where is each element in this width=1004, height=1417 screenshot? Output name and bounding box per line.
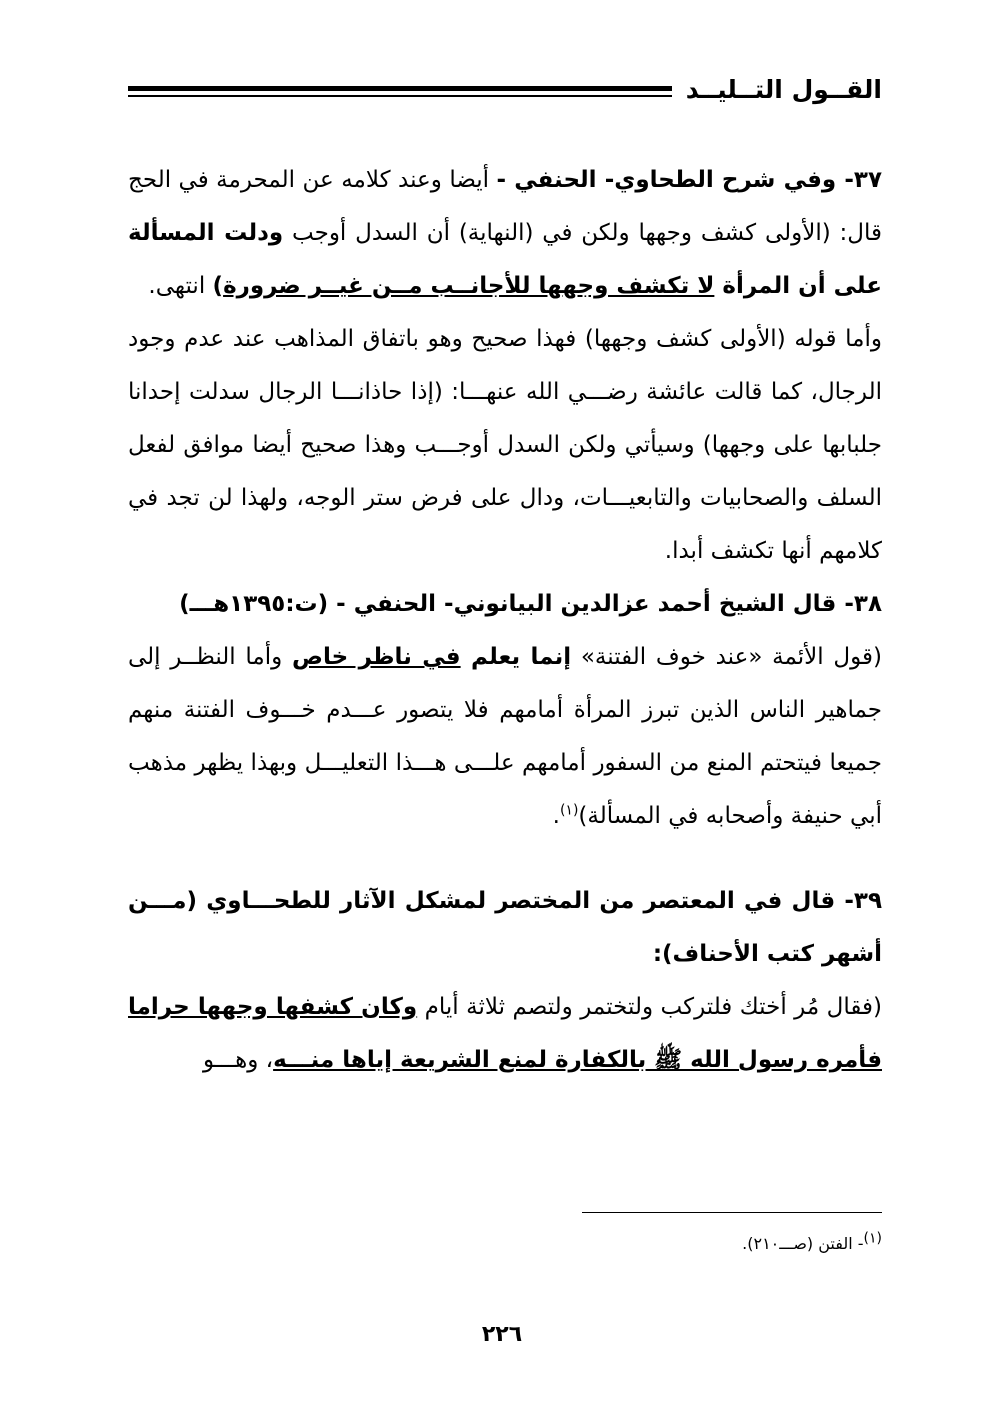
- paragraph-38-text-2: وأما النظــر إلى جماهير الناس الذين تبرز المرأة أمامهم فلا يتصور عـــدم خـــوف الفتنة منهم جميعا فيتحتم المنع من السفور أمامهم علـــى هـــذا التعليـــل وبهذا يظهر مذهب أبي حنيفة وأصحابه في المسألة): [128, 644, 882, 829]
- paragraph-38-bold: إنما يعلم: [460, 644, 572, 670]
- paragraph-37-text: أيضا وعند كلامه عن المحرمة في الحج قال: (الأولى كشف وجهها ولكن في (النهاية) أن السدل أوجب: [128, 167, 883, 246]
- commentary-text: وأما قوله (الأولى كشف وجهها) فهذا صحيح وهو باتفاق المذاهب عند عدم وجود الرجال، كما قالت عائشة رضـــي الله عنهـــا: (إذا حاذانـــا الرجال سدلت إحدانا جلبابها على وجهها) وسيأتي ولكن السدل أوجـــب وهذا صحيح أيضا موافق لفعل السلف والصحابيات والتابعيـــات، ودال على فرض ستر الوجه، ولهذا لن تجد في كلامهم أنها تكشف أبدا.: [128, 326, 882, 564]
- page-number: ٢٢٦: [481, 1322, 523, 1347]
- paragraph-37-end: انتهى.: [148, 273, 213, 299]
- body-text: [128, 154, 882, 1087]
- paragraph-37-bold-underlined: لا تكشف وجهها للأجانــب مــن غيــر ضرورة: [223, 273, 715, 299]
- paragraph-37-bold: ودلت المسألة على أن المرأة: [128, 220, 882, 299]
- paragraph-39-text: (فقال مُر أختك فلتركب ولتختمر ولتصم ثلاثة أيام: [417, 994, 882, 1020]
- header-rule: [128, 86, 672, 91]
- paragraph-38-text: (قول الأئمة «عند خوف الفتنة»: [571, 644, 882, 670]
- paragraph-38-bold-underlined: في ناظر خاص: [292, 644, 461, 670]
- paragraph-37-heading: ٣٧- وفي شرح الطحاوي- الحنفي -: [496, 167, 882, 193]
- header-rule-thin: [128, 95, 672, 97]
- running-header: [128, 72, 882, 112]
- paragraph-gap: [128, 843, 882, 875]
- paragraph-39-bold-underlined: وكان كشفها وجهها حراما فأمره رسول الله ﷺ بالكفارة لمنع الشريعة إياها منـــه: [128, 994, 882, 1073]
- paragraph-37: [128, 154, 882, 313]
- paragraph-38-end: .: [552, 803, 560, 829]
- paragraph-commentary: [128, 313, 882, 578]
- footnote-number: (١): [863, 1230, 882, 1247]
- paragraph-39: [128, 875, 882, 1087]
- paragraph-39-end: ، وهـــو: [203, 1047, 274, 1073]
- paragraph-38-heading: ٣٨- قال الشيخ أحمد عزالدين البيانوني- الحنفي - (ت:١٣٩٥هـــ): [179, 591, 882, 617]
- footnote-reference[interactable]: (١): [559, 802, 579, 819]
- footnote-separator: [582, 1212, 882, 1213]
- paragraph-39-heading: ٣٩- قال في المعتصر من المختصر لمشكل الآثار للطحـــاوي (مـــن أشهر كتب الأحناف):: [128, 888, 882, 967]
- header-title: القــول التــليــد: [685, 75, 882, 104]
- paragraph-37-bold-end: ): [212, 273, 224, 299]
- footnote: [742, 1232, 882, 1256]
- paragraph-38: [128, 578, 882, 843]
- footnote-text: - الفتن (صـــ٢١٠).: [742, 1234, 864, 1253]
